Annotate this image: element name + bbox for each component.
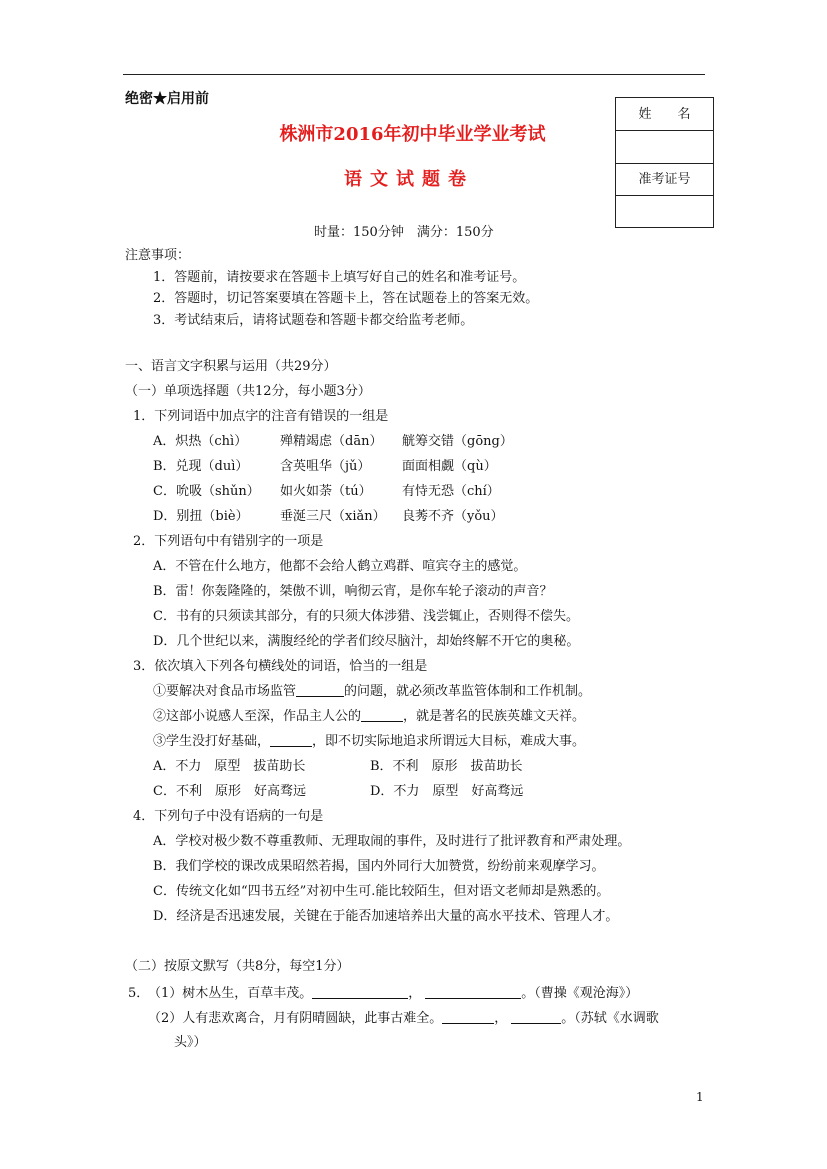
note-item: 3．考试结束后，请将试题卷和答题卡都交给监考老师。 [153, 313, 474, 328]
q2-option: C．书有的只须读其部分，有的只须大体涉猎、浅尝辄止，否则得不偿失。 [153, 609, 579, 624]
answer-blank[interactable] [296, 683, 344, 697]
q5-line1 [148, 982, 638, 1001]
part1-heading: （一）单项选择题（共12分，每小题3分） [125, 384, 371, 399]
time-info: 时量：150分钟 满分：150分 [314, 225, 494, 240]
q3-text: ，就是著名的民族英雄文天祥。 [403, 709, 586, 724]
q3-sentence [153, 730, 585, 749]
part2-heading: （二）按原文默写（共8分，每空1分） [125, 959, 350, 974]
q1-option-c1: C．吮吸（shǔn） [153, 484, 260, 499]
notes-heading: 注意事项： [125, 248, 191, 263]
name-label: 姓 名 [616, 98, 713, 131]
q4-option: A．学校对极少数不尊重教师、无理取闹的事件，及时进行了批评教育和严肃处理。 [153, 834, 631, 849]
q5-text: （2）人有悲欢离合，月有阴晴圆缺，此事古难全。 [148, 1011, 443, 1026]
q4-option: C．传统文化如“四书五经”对初中生可.能比较陌生，但对语文老师却是熟悉的。 [153, 884, 610, 899]
q3-sentence [153, 680, 591, 699]
id-label: 准考证号 [616, 164, 713, 196]
q1-option-c2: 如火如荼（tú） [280, 484, 372, 499]
section1-heading: 一、语言文字积累与运用（共29分） [125, 359, 337, 374]
q5-text: （1）树木丛生，百草丰茂。 [148, 986, 313, 1001]
q1-option-b3: 面面相觑（qù） [402, 459, 497, 474]
page-number: 1 [696, 1090, 704, 1104]
q4-option: B．我们学校的课改成果昭然若揭，国内外同行大加赞赏，纷纷前来观摩学习。 [153, 859, 605, 874]
q5-text: 。（曹操《观沧海》） [521, 986, 639, 1001]
q5-line2-cont: 头》） [174, 1035, 207, 1050]
q3-text: ，即不切实际地追求所谓远大目标，难成大事。 [312, 734, 586, 749]
q3-sentence [153, 705, 585, 724]
q5-number: 5． [128, 986, 150, 1001]
q5-text: 。（苏轼《水调歌 [561, 1011, 659, 1026]
q1-option-c3: 有恃无恐（chí） [402, 484, 500, 499]
q3-option: A．不力 原型 拔苗助长 [153, 759, 306, 774]
q2-option: A．不管在什么地方，他都不会给人鹤立鸡群、喧宾夺主的感觉。 [153, 559, 527, 574]
q3-text: ③学生没打好基础， [153, 734, 271, 749]
q3-stem: 3．依次填入下列各句横线处的词语，恰当的一组是 [133, 659, 428, 674]
note-item: 1．答题前，请按要求在答题卡上填写好自己的姓名和准考证号。 [153, 270, 526, 285]
q5-text: ， [494, 1011, 508, 1026]
q1-option-a2: 殚精竭虑（dān） [280, 434, 383, 449]
answer-blank[interactable] [312, 985, 408, 999]
q1-option-d1: D．别扭（biè） [153, 509, 249, 524]
q1-option-a1: A．炽热（chì） [153, 434, 248, 449]
q5-line2 [148, 1007, 659, 1026]
answer-blank[interactable] [442, 1010, 494, 1024]
q4-stem: 4．下列句子中没有语病的一句是 [133, 809, 324, 824]
q2-option: B．雷！你轰隆隆的，桀傲不训，响彻云宵，是你车轮子滚动的声音？ [153, 584, 553, 599]
q2-option: D．几个世纪以来，满腹经纶的学者们绞尽脑汁，却始终解不开它的奥秘。 [153, 634, 580, 649]
answer-blank[interactable] [270, 733, 312, 747]
q1-option-d3: 良莠不齐（yǒu） [402, 509, 504, 524]
q1-option-d2: 垂涎三尺（xiǎn） [280, 509, 386, 524]
q3-option: D．不力 原型 好高骛远 [370, 784, 524, 799]
q5-text: ， [408, 986, 422, 1001]
answer-blank[interactable] [511, 1010, 561, 1024]
q3-option: B．不利 原形 拔苗助长 [370, 759, 523, 774]
answer-blank[interactable] [425, 985, 521, 999]
q2-stem: 2．下列语句中有错别字的一项是 [133, 534, 324, 549]
q3-text: 的问题，就必须改革监管体制和工作机制。 [344, 684, 592, 699]
q3-text: ②这部小说感人至深，作品主人公的 [153, 709, 362, 724]
q3-option: C．不利 原形 好高骛远 [153, 784, 306, 799]
header-rule [123, 74, 705, 75]
secret-label: 绝密★启用前 [125, 91, 209, 107]
q4-option: D．经济是否迅速发展，关键在于能否加速培养出大量的高水平技术、管理人才。 [153, 909, 619, 924]
exam-title-text: 株洲市2016年初中毕业学业考试 [279, 124, 546, 145]
note-item: 2．答题时，切记答案要填在答题卡上，答在试题卷上的答案无效。 [153, 291, 539, 306]
q1-option-b1: B．兑现（duì） [153, 459, 249, 474]
info-box [615, 97, 714, 228]
q1-option-a3: 觥筹交错（gōng） [402, 434, 513, 449]
exam-subtitle: 语文试题卷 [344, 169, 474, 190]
q1-stem: 1．下列词语中加点字的注音有错误的一组是 [133, 409, 389, 424]
answer-blank[interactable] [361, 708, 403, 722]
exam-title [0, 120, 827, 146]
q3-text: ①要解决对食品市场监管 [153, 684, 297, 699]
q1-option-b2: 含英咀华（jǔ） [280, 459, 371, 474]
id-field[interactable] [616, 196, 713, 227]
